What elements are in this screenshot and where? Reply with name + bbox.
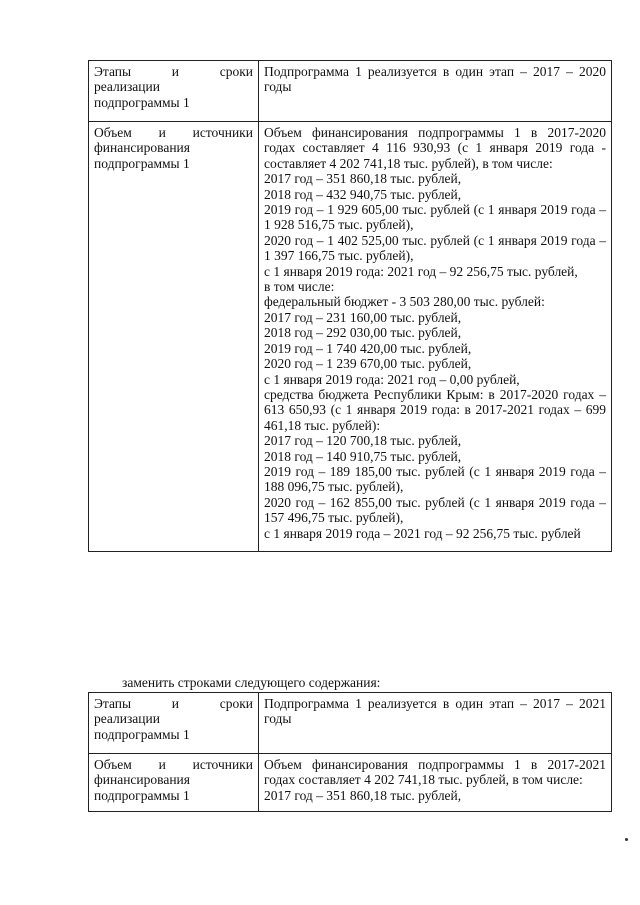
replacement-caption: заменить строками следующего содержания: bbox=[122, 675, 381, 690]
content-cell-stages: Подпрограмма 1 реализуется в один этап – 2017 – 2020 годы bbox=[259, 61, 612, 122]
funding-line: 2019 год – 1 929 605,00 тыс. рублей (с 1 января 2019 года – 1 928 516,75 тыс. рублей), bbox=[264, 202, 606, 233]
funding-line: средства бюджета Республики Крым: в 2017-2020 годах – 613 650,93 (с 1 января 2019 года: в 2017-2021 годах – 699 461,18 тыс. рублей): bbox=[264, 386, 606, 433]
content-cell-stages: Подпрограмма 1 реализуется в один этап – 2017 – 2021 годы bbox=[259, 693, 612, 754]
funding-line: 2017 год – 231 160,00 тыс. рублей, bbox=[264, 309, 462, 325]
table-row-funding bbox=[89, 754, 612, 812]
funding-line: 2018 год – 140 910,75 тыс. рублей, bbox=[264, 448, 462, 464]
label-funding-first-line: Объем и источники bbox=[94, 125, 253, 140]
funding-line: 2017 год – 120 700,18 тыс. рублей, bbox=[264, 433, 462, 449]
funding-line: с 1 января 2019 года: 2021 год – 92 256,75 тыс. рублей, bbox=[264, 263, 578, 279]
stray-dot bbox=[625, 838, 628, 841]
content-cell-funding bbox=[259, 754, 612, 812]
table-row-funding bbox=[89, 122, 612, 552]
funding-line: 2017 год – 351 860,18 тыс. рублей, bbox=[264, 787, 462, 803]
label-stages-first-line: Этапы и сроки bbox=[94, 64, 253, 79]
label-cell-funding: Объем и источники финансирования подпрограммы 1 bbox=[89, 754, 259, 812]
funding-line: 2020 год – 1 239 670,00 тыс. рублей, bbox=[264, 356, 472, 372]
funding-line: в том числе: bbox=[264, 279, 335, 295]
funding-line: Объем финансирования подпрограммы 1 в 2017-2021 годах составляет 4 202 741,18 тыс. рублей, в том числе: bbox=[264, 757, 606, 788]
funding-line: 2017 год – 351 860,18 тыс. рублей, bbox=[264, 171, 462, 187]
funding-line: 2019 год – 189 185,00 тыс. рублей (с 1 января 2019 года – 188 096,75 тыс. рублей), bbox=[264, 463, 606, 495]
funding-line: 2018 год – 292 030,00 тыс. рублей, bbox=[264, 325, 462, 341]
funding-line: 2019 год – 1 740 420,00 тыс. рублей, bbox=[264, 340, 472, 356]
funding-line: с 1 января 2019 года – 2021 год – 92 256,75 тыс. рублей bbox=[264, 525, 581, 541]
table-old-passport bbox=[88, 60, 612, 552]
funding-line: Объем финансирования подпрограммы 1 в 2017-2020 годах составляет 4 116 930,93 (с 1 января 2019 года - составляет 4 202 741,18 тыс. рублей), в том числе: bbox=[264, 125, 606, 171]
funding-line: 2020 год – 162 855,00 тыс. рублей (с 1 января 2019 года – 157 496,75 тыс. рублей), bbox=[264, 494, 606, 526]
label-cell-stages: Этапы и сроки реализации подпрограммы 1 bbox=[89, 61, 259, 122]
funding-line: 2020 год – 1 402 525,00 тыс. рублей (с 1 января 2019 года – 1 397 166,75 тыс. рублей), bbox=[264, 232, 606, 264]
funding-line: 2018 год – 432 940,75 тыс. рублей, bbox=[264, 186, 462, 202]
table-new-passport bbox=[88, 692, 612, 812]
table-row-stages bbox=[89, 61, 612, 122]
table-row-stages bbox=[89, 693, 612, 754]
label-cell-stages: Этапы и сроки реализации подпрограммы 1 bbox=[89, 693, 259, 754]
label-cell-funding: Объем и источники финансирования подпрограммы 1 bbox=[89, 122, 259, 552]
label-funding-first-line: Объем и источники bbox=[94, 757, 253, 772]
label-stages-first-line: Этапы и сроки bbox=[94, 696, 253, 711]
funding-line: с 1 января 2019 года: 2021 год – 0,00 рублей, bbox=[264, 371, 520, 387]
funding-line: федеральный бюджет - 3 503 280,00 тыс. рублей: bbox=[264, 294, 545, 310]
content-cell-funding bbox=[259, 122, 612, 552]
